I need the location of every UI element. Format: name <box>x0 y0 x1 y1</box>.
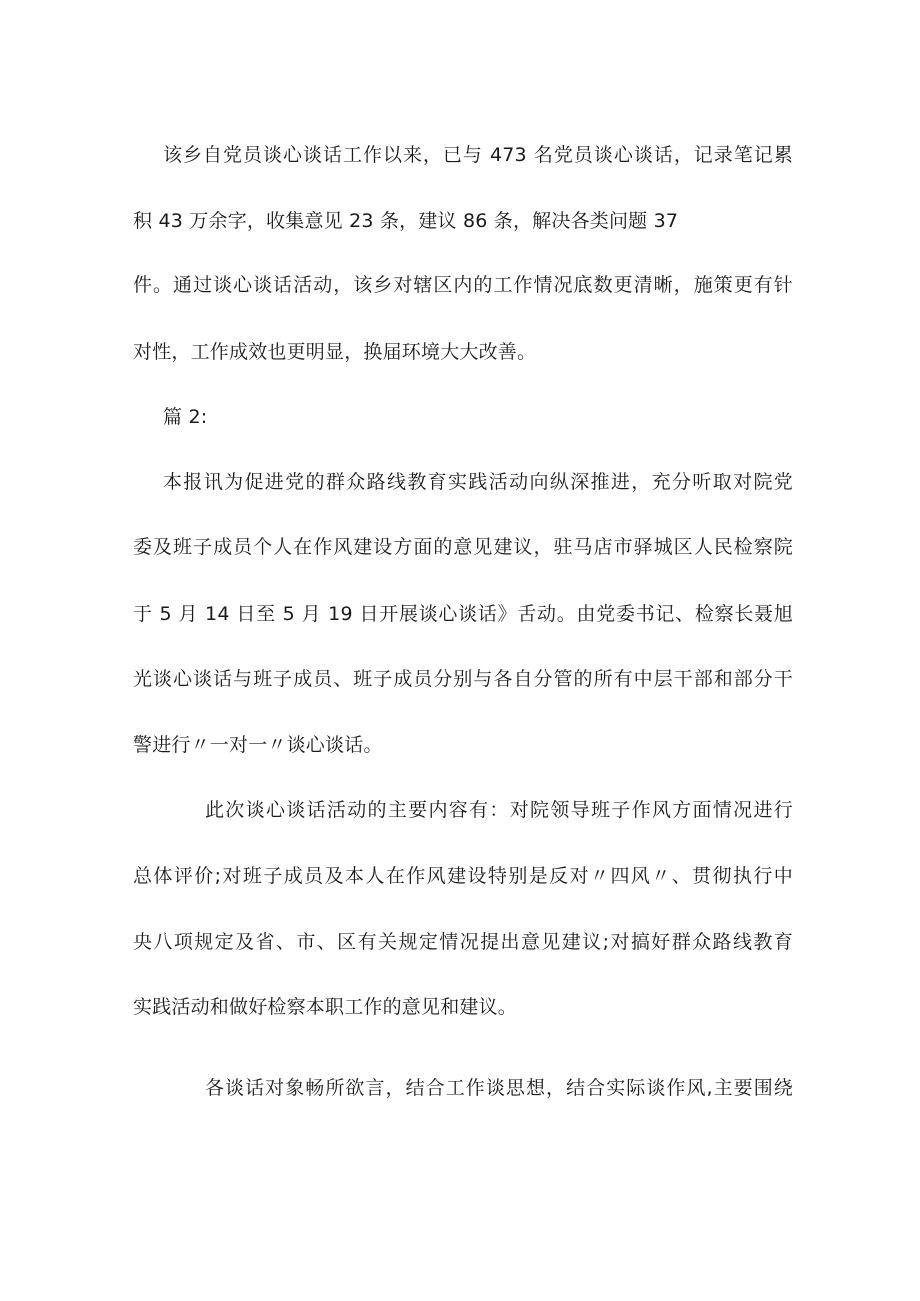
text-line: 各谈话对象畅所欲言，结合工作谈思想，结合实际谈作风,主要围绕 <box>205 1077 793 1099</box>
text-line: 实践活动和做好检察本职工作的意见和建议。 <box>133 996 518 1018</box>
text-line: 该乡自党员谈心谈话工作以来，已与 473 名党员谈心谈话，记录笔记累 <box>163 144 793 166</box>
text-line: 总体评价;对班子成员及本人在作风建设特别是反对〃四风〃、贯彻执行中 <box>133 865 793 887</box>
text-line: 警进行〃一对一〃谈心谈话。 <box>133 734 383 756</box>
text-line: 对性，工作成效也更明显，换届环境大大改善。 <box>133 341 537 363</box>
section-heading: 篇 2: <box>163 406 208 428</box>
text-line: 央八项规定及省、市、区有关规定情况提出意见建议;对搞好群众路线教育 <box>133 931 793 953</box>
text-line: 件。通过谈心谈话活动，该乡对辖区内的工作情况底数更清晰，施策更有针 <box>133 274 793 296</box>
text-line: 此次谈心谈话活动的主要内容有：对院领导班子作风方面情况进行 <box>205 799 793 821</box>
text-line: 光谈心谈话与班子成员、班子成员分别与各自分管的所有中层干部和部分干 <box>133 668 793 690</box>
text-line: 本报讯为促进党的群众路线教育实践活动向纵深推进，充分听取对院党 <box>163 471 793 493</box>
text-line: 委及班子成员个人在作风建设方面的意见建议，驻马店市驿城区人民检察院 <box>133 536 793 558</box>
text-line: 积 43 万余字，收集意见 23 条，建议 86 条，解决各类问题 37 <box>133 210 679 232</box>
text-line: 于 5 月 14 日至 5 月 19 日开展谈心谈话》舌动。由党委书记、检察长聂旭 <box>133 603 793 625</box>
